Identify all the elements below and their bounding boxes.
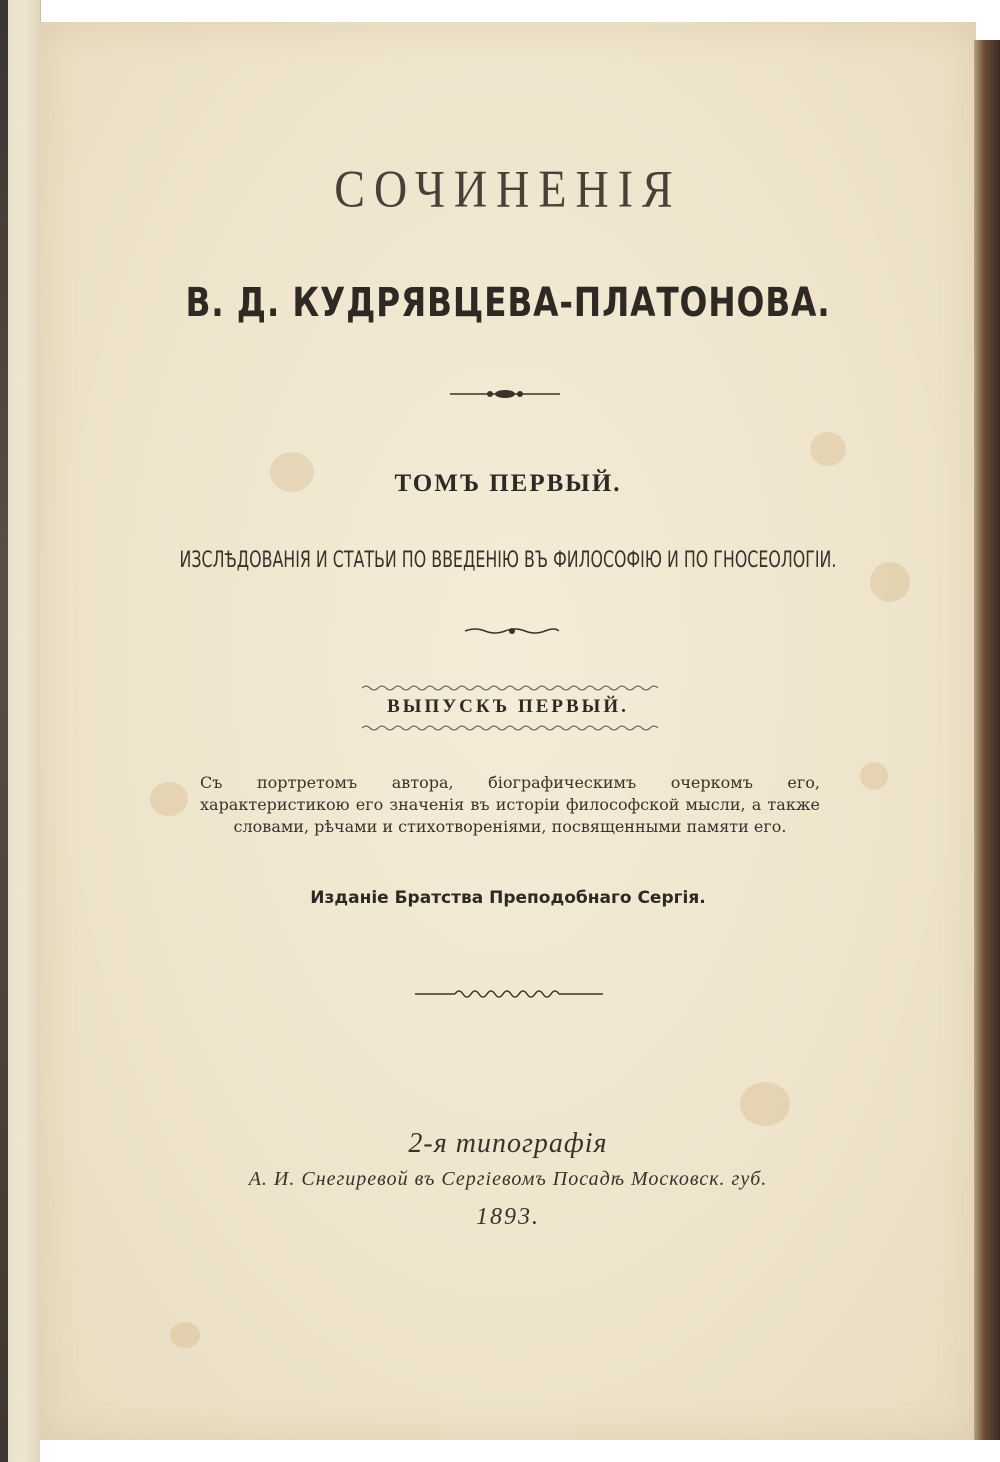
- press-address: А. И. Снегиревой въ Сергіевомъ Посадѣ Московск. губ.: [248, 1168, 768, 1190]
- volume-label: ТОМЪ ПЕРВЫЙ.: [394, 470, 622, 497]
- foxing-spot: [170, 1322, 200, 1348]
- wavy-rule-bottom: [362, 724, 658, 732]
- contents-description: Съ портретомъ автора, біографическимъ очеркомъ его, характеристикою его значенія въ исторіи философской мысли, а также словами, рѣчами и стихотвореніями, посвященными памяти его.: [200, 773, 820, 836]
- volume-subtitle: ИЗСЛѢДОВАНІЯ И СТАТЬИ ПО ВВЕДЕНІЮ ВЪ ФИЛОСОФІЮ И ПО ГНОСЕОЛОГІИ.: [179, 548, 837, 573]
- issue-label: ВЫПУСКЪ ПЕРВЫЙ.: [387, 696, 629, 717]
- foxing-spot: [740, 1082, 790, 1126]
- book-cover-edge: [974, 40, 1000, 1440]
- foxing-spot: [860, 762, 888, 790]
- foxing-spot: [810, 432, 846, 466]
- ornament-divider-2: [465, 624, 559, 638]
- foxing-spot: [870, 562, 910, 602]
- ornament-divider-3: [415, 986, 603, 1002]
- work-title: СОЧИНЕНІЯ: [334, 159, 682, 218]
- author-name: В. Д. КУДРЯВЦЕВА-ПЛАТОНОВА.: [185, 280, 831, 326]
- page-bottom-margin: [40, 1440, 1000, 1462]
- binding-edge: [0, 0, 8, 1462]
- wavy-rule-top: [362, 684, 658, 692]
- publication-year: 1893.: [476, 1204, 540, 1230]
- ornament-divider-1: [450, 386, 560, 402]
- publisher-line: Изданіе Братства Преподобнаго Сергія.: [310, 888, 706, 908]
- foxing-spot: [150, 782, 188, 816]
- press-name: 2-я типографія: [408, 1128, 608, 1159]
- book-spine-left: [0, 0, 41, 1462]
